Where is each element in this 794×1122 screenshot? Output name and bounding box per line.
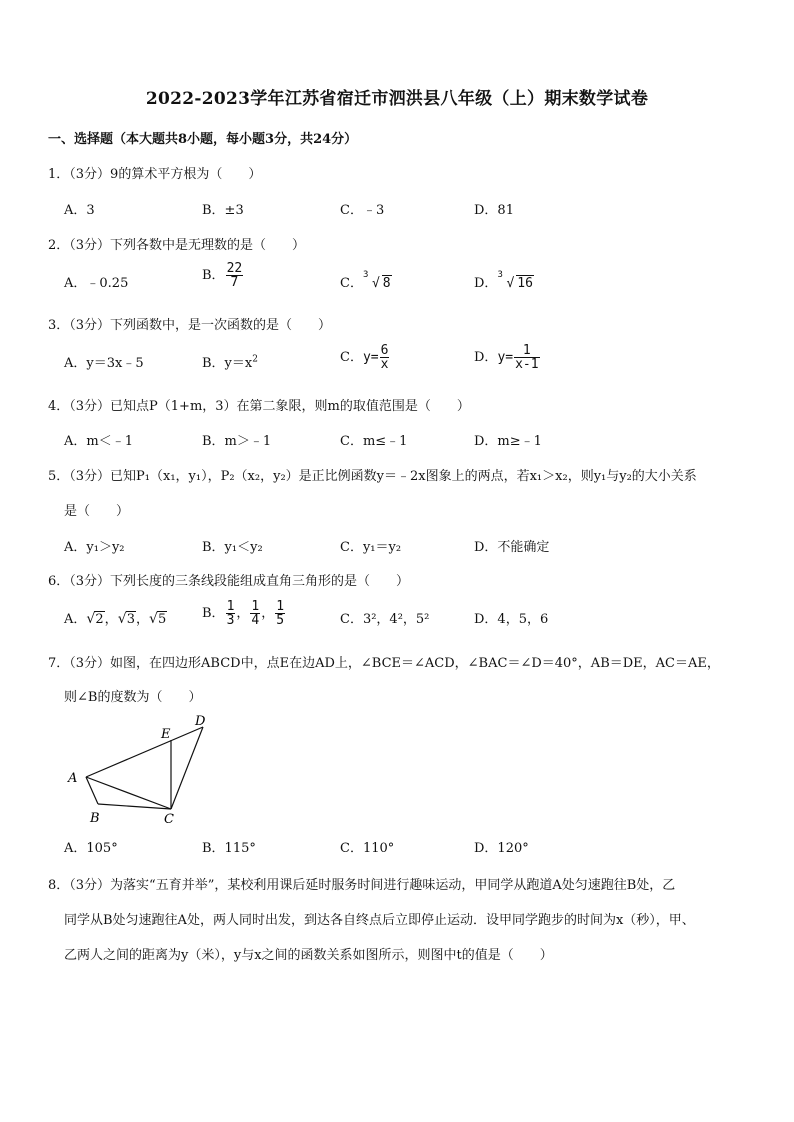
q2-option-c[interactable] <box>340 272 392 291</box>
q1-option-c[interactable]: C．﹣3 <box>340 203 385 218</box>
quadrilateral-figure <box>60 710 220 828</box>
q2-option-b-prefix: B． <box>202 268 225 283</box>
q7-option-c[interactable]: C．110° <box>340 841 395 856</box>
q6-option-b[interactable] <box>202 600 286 627</box>
q6-option-d[interactable]: D．4，5，6 <box>474 612 549 627</box>
numerator: 1 <box>226 599 235 614</box>
function-y: y= <box>362 350 379 365</box>
q5-option-b[interactable]: B．y₁＜y₂ <box>202 540 263 555</box>
denominator: 5 <box>276 613 285 628</box>
fraction <box>226 262 244 289</box>
q4-option-d[interactable]: D．m≥﹣1 <box>474 434 542 449</box>
q2-option-d-prefix: D． <box>474 276 498 291</box>
label-d: D <box>195 714 206 729</box>
q7-option-d[interactable]: D．120° <box>474 841 529 856</box>
q7-option-a[interactable]: A．105° <box>64 841 118 856</box>
fraction <box>250 600 260 627</box>
denominator: 4 <box>251 613 260 628</box>
q5-option-d[interactable]: D．不能确定 <box>474 540 550 555</box>
numerator: 6 <box>380 343 389 358</box>
q7-option-b[interactable]: B．115° <box>202 841 256 856</box>
question-7-stem: 7．（3分）如图，在四边形ABCD中，点E在边AD上，∠BCE＝∠ACD，∠BAC＝∠D＝40°，AB＝DE，AC＝AE， <box>48 656 720 671</box>
denominator: x-1 <box>515 357 539 372</box>
radical-sign: √ <box>506 276 515 291</box>
radicand: 16 <box>517 276 533 291</box>
radicand: 8 <box>382 276 391 291</box>
radical-sign: √ <box>371 276 380 291</box>
denominator: 7 <box>226 275 244 289</box>
question-8-stem-cont: 同学从B处匀速跑往A处，两人同时出发，到达各自终点后立即停止运动．设甲同学跑步的时间为x（秒），甲、 <box>64 913 695 928</box>
square-root <box>149 612 167 627</box>
label-e: E <box>161 727 171 742</box>
fraction <box>226 600 236 627</box>
radical-sign: √ <box>117 611 127 627</box>
separator: ， <box>135 612 149 627</box>
fraction <box>380 344 390 371</box>
question-8-stem-cont2: 乙两人之间的距离为y（米），y与x之间的函数关系如图所示，则图中t的值是（ ） <box>64 948 553 963</box>
q5-option-a[interactable]: A．y₁＞y₂ <box>64 540 125 555</box>
q4-option-c[interactable]: C．m≤﹣1 <box>340 434 408 449</box>
denominator: x <box>380 357 389 372</box>
q3-option-d[interactable] <box>474 344 541 371</box>
q3-option-b[interactable] <box>202 352 258 371</box>
figure-lines <box>86 727 203 809</box>
q3-option-c[interactable] <box>340 344 390 371</box>
q3-option-d-prefix: D． <box>474 350 498 365</box>
question-2-stem: 2．（3分）下列各数中是无理数的是（ ） <box>48 238 306 253</box>
question-6-stem: 6．（3分）下列长度的三条线段能组成直角三角形的是（ ） <box>48 574 410 589</box>
cube-root <box>497 270 533 291</box>
segment-ad <box>86 727 203 777</box>
q4-option-b[interactable]: B．m＞﹣1 <box>202 434 272 449</box>
numerator: 1 <box>522 343 531 358</box>
q6-option-a[interactable] <box>64 608 167 627</box>
q2-option-b[interactable] <box>202 262 244 289</box>
root-index: 3 <box>362 270 369 280</box>
exponent: 2 <box>252 354 258 365</box>
radicand: 2 <box>95 612 104 627</box>
question-7-stem-cont: 则∠B的度数为（ ） <box>64 690 202 705</box>
separator: ， <box>261 606 275 621</box>
q1-option-d[interactable]: D．81 <box>474 203 514 218</box>
denominator: 3 <box>226 613 235 628</box>
section-heading: 一、选择题（本大题共8小题，每小题3分，共24分） <box>48 132 358 147</box>
label-b: B <box>90 811 100 826</box>
q1-option-b[interactable]: B．±3 <box>202 203 244 218</box>
separator: ， <box>236 606 250 621</box>
q2-option-a[interactable]: A．﹣0.25 <box>64 276 129 291</box>
q6-option-b-prefix: B． <box>202 606 225 621</box>
numerator: 1 <box>251 599 260 614</box>
question-5-stem: 5．（3分）已知P₁（x₁，y₁），P₂（x₂，y₂）是正比例函数y＝﹣2x图象上的两点，若x₁＞x₂，则y₁与y₂的大小关系 <box>48 469 697 484</box>
square-root <box>118 612 136 627</box>
segment-dc <box>171 727 203 809</box>
radicand: 5 <box>157 612 167 627</box>
question-8-stem: 8．（3分）为落实“五育并举”，某校利用课后延时服务时间进行趣味运动，甲同学从跑道A处匀速跑往B处，乙 <box>48 878 676 893</box>
q1-option-a[interactable]: A．3 <box>64 203 95 218</box>
fraction <box>275 600 285 627</box>
numerator: 1 <box>276 599 285 614</box>
square-root <box>86 612 104 627</box>
fraction <box>514 344 539 371</box>
q6-option-c[interactable]: C．3²，4²，5² <box>340 612 430 627</box>
radicand: 3 <box>126 612 135 627</box>
root-index: 3 <box>497 270 503 280</box>
page-title: 2022-2023学年江苏省宿迁市泗洪县八年级（上）期末数学试卷 <box>145 89 649 109</box>
question-1-stem: 1．（3分）9的算术平方根为（ ） <box>48 167 262 182</box>
q2-option-c-prefix: C． <box>340 276 363 291</box>
question-4-stem: 4．（3分）已知点P（1+m，3）在第二象限，则m的取值范围是（ ） <box>48 399 470 414</box>
q4-option-a[interactable]: A．m＜﹣1 <box>64 434 133 449</box>
numerator: 22 <box>226 261 243 276</box>
q3-option-c-prefix: C． <box>340 350 363 365</box>
q2-option-d[interactable] <box>474 272 534 291</box>
q5-option-c[interactable]: C．y₁＝y₂ <box>340 540 402 555</box>
cube-root <box>362 270 392 291</box>
separator: ， <box>104 612 118 627</box>
function-y: y= <box>497 350 514 365</box>
q3-option-a[interactable]: A．y＝3x﹣5 <box>64 356 144 371</box>
radical-sign: √ <box>148 611 158 627</box>
question-3-stem: 3．（3分）下列函数中，是一次函数的是（ ） <box>48 318 332 333</box>
label-a: A <box>68 771 78 786</box>
label-c: C <box>164 812 174 827</box>
q6-option-a-prefix: A． <box>64 612 87 627</box>
question-5-stem-cont: 是（ ） <box>64 504 130 519</box>
q3-option-b-prefix: B．y＝x <box>202 356 253 371</box>
radical-sign: √ <box>86 611 96 627</box>
